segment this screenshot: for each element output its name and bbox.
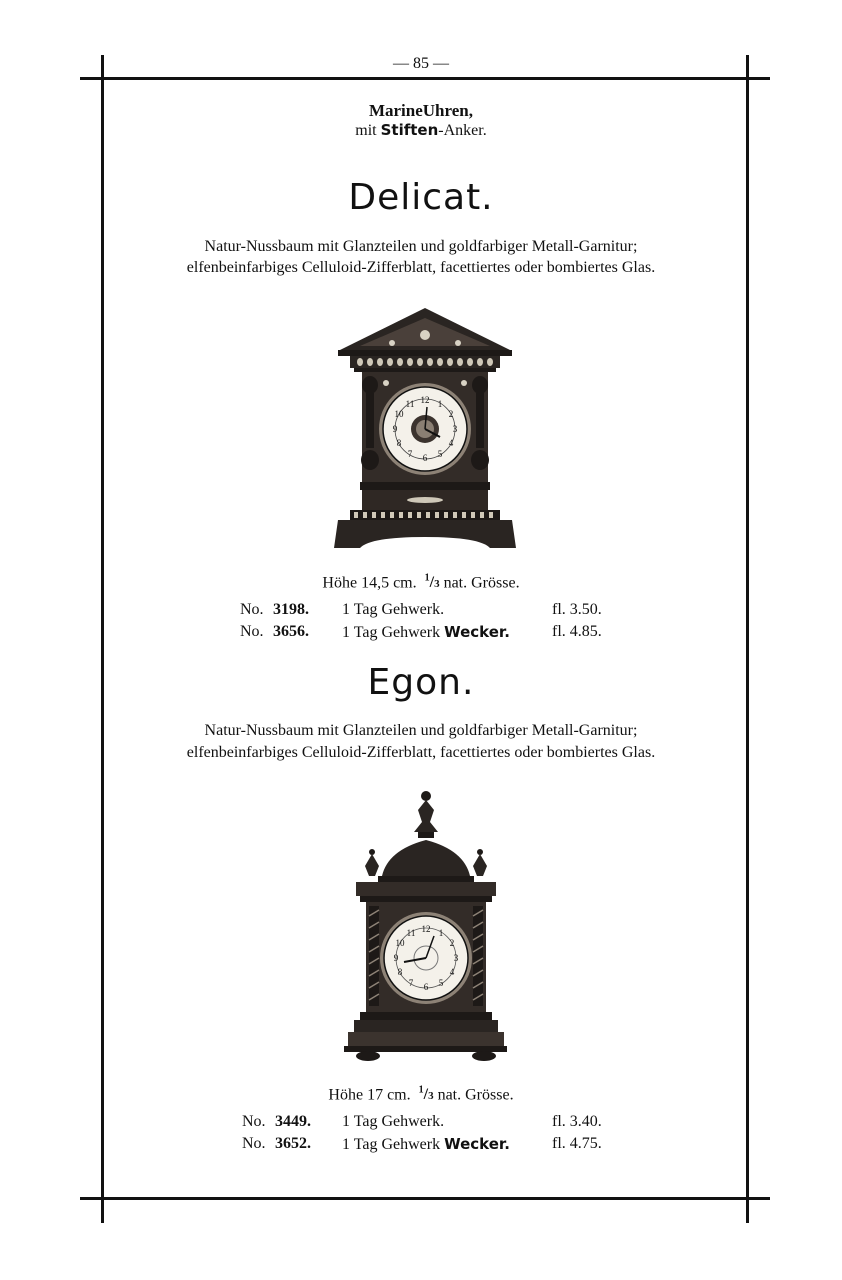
svg-text:8: 8 <box>397 967 403 977</box>
item-desc: 1 Tag Gehwerk Wecker. <box>342 1135 510 1153</box>
svg-text:10: 10 <box>394 409 404 419</box>
section-title: MarineUhren, <box>368 101 474 120</box>
svg-text:11: 11 <box>405 399 415 409</box>
product-title-delicat: Delicat. <box>348 177 494 218</box>
item-number: 3656. <box>273 623 309 640</box>
subtitle-suffix: -Anker. <box>438 122 487 139</box>
item-price: fl. 3.50. <box>552 601 602 618</box>
height-prefix: Höhe 14,5 cm. <box>322 574 417 592</box>
item-desc: 1 Tag Gehwerk. <box>342 1113 445 1130</box>
scale-fraction: $^1$/3 <box>418 1085 434 1104</box>
section-subtitle <box>0 121 842 140</box>
item-price: fl. 4.75. <box>552 1135 602 1152</box>
height-suffix: nat. Grösse. <box>437 1086 514 1104</box>
svg-text:6: 6 <box>422 453 428 463</box>
bottom-rule <box>80 1197 770 1200</box>
svg-text:2: 2 <box>448 409 454 419</box>
svg-text:7: 7 <box>407 449 413 459</box>
top-rule <box>80 77 770 80</box>
svg-text:7: 7 <box>408 978 414 988</box>
product-title-egon: Egon. <box>367 662 475 703</box>
item-number: 3652. <box>275 1135 311 1152</box>
item-price: fl. 4.85. <box>552 623 602 640</box>
svg-text:12: 12 <box>421 924 431 934</box>
height-prefix: Höhe 17 cm. <box>328 1086 411 1104</box>
page-number: — 85 — <box>393 55 449 72</box>
svg-text:1: 1 <box>437 399 443 409</box>
svg-text:3: 3 <box>452 424 458 434</box>
left-rule <box>101 55 104 1223</box>
svg-text:2: 2 <box>449 938 455 948</box>
svg-text:6: 6 <box>423 982 429 992</box>
svg-text:9: 9 <box>393 953 399 963</box>
subtitle-bold: Stiften <box>380 121 439 139</box>
svg-text:4: 4 <box>449 967 455 977</box>
product-desc-line2-delicat: elfenbeinfarbiges Celluloid-Zifferblatt, facettiertes oder bombiertes Glas. <box>186 259 656 276</box>
svg-text:5: 5 <box>437 449 443 459</box>
svg-text:11: 11 <box>406 928 416 938</box>
item-desc: 1 Tag Gehwerk. <box>342 601 445 618</box>
scale-fraction: $^1$/3 <box>424 573 440 592</box>
product-desc-line2-egon: elfenbeinfarbiges Celluloid-Zifferblatt, facettiertes oder bombiertes Glas. <box>186 744 656 761</box>
svg-text:12: 12 <box>420 395 430 405</box>
product-desc-line1-delicat: Natur-Nussbaum mit Glanzteilen und goldfarbiger Metall-Garnitur; <box>204 238 638 255</box>
svg-text:5: 5 <box>438 978 444 988</box>
svg-text:3: 3 <box>453 953 459 963</box>
height-suffix: nat. Grösse. <box>443 574 520 592</box>
mantel-clock-pediment-icon <box>330 305 520 550</box>
right-rule <box>746 55 749 1223</box>
product-desc-line1-egon: Natur-Nussbaum mit Glanzteilen und goldfarbiger Metall-Garnitur; <box>204 722 638 739</box>
svg-text:8: 8 <box>396 438 402 448</box>
subtitle-prefix: mit <box>355 122 381 139</box>
height-line-egon <box>0 1085 842 1104</box>
svg-text:9: 9 <box>392 424 398 434</box>
mantel-clock-finial-icon <box>342 788 507 1063</box>
item-price: fl. 3.40. <box>552 1113 602 1130</box>
item-desc: 1 Tag Gehwerk Wecker. <box>342 623 510 641</box>
svg-text:4: 4 <box>448 438 454 448</box>
svg-text:10: 10 <box>395 938 405 948</box>
item-number: 3198. <box>273 601 309 618</box>
item-number: 3449. <box>275 1113 311 1130</box>
svg-text:1: 1 <box>438 928 444 938</box>
height-line-delicat <box>0 573 842 592</box>
